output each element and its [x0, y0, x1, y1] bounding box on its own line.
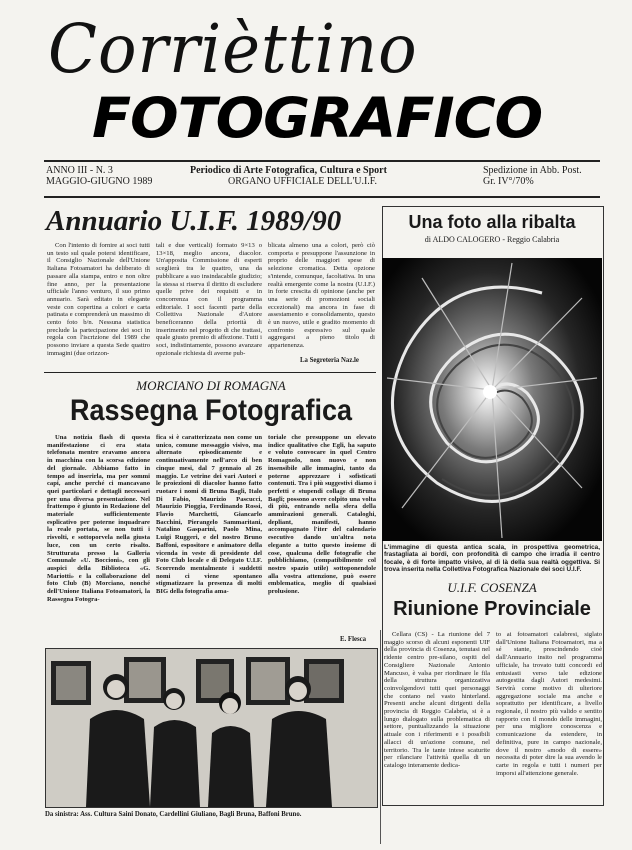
staircase-spiral: [382, 258, 602, 541]
staircase-photo: [382, 258, 602, 541]
issue-number: ANNO III - N. 3: [46, 165, 113, 176]
annuario-col-1: Con l'intento di fornire ai soci tutti un testo sul quale potersi identificare, il Consiglio Nazionale dell'Unione Italiana Fotoamatori ha deliberato di passare alla stampa, entro e non oltre fine anno, per la presentazione ufficiale l'anno venturo, il suo primo annuario. Sarà editato in elegante veste con copertina a colori e carta patinata e comprenderà un massimo di cento foto b/n. Nessuna statistica preclude la partecipazione dei soci in regola con l'iscrizione del 1989 che possono inviare a questa Sede quattro immagini (due orizzon-: [47, 242, 150, 357]
rassegna-rule: [44, 372, 376, 373]
group-photo-scene: [46, 649, 377, 807]
annuario-col-2: tali e due verticali) formato 9×13 o 13×18, meglio ancora, diacolor. Un'apposita Commissione di esperti sceglierà tra le quattro, una da pubblicare a suo insindacabile giudizio; la stessa si riserva il diritto di escludere quelle prive dei requisiti e in concorrenza con il programma editoriale. I soci facenti parte della Collettiva Nazionale d'Autore beneficeranno della priorità di inserimento nel progetto di che trattasi, quale giusto premio di affezione. Tutti i soci, indistintamente, possono avanzare opzionale richiesta di averne pub-: [156, 242, 262, 357]
cosenza-kicker: U.I.F. COSENZA: [447, 580, 537, 595]
annuario-signature: La Segreteria Naz.le: [300, 357, 359, 364]
staircase-caption: L'immagine di questa antica scala, in prospettiva geometrica, frastagliata ai bordi, con profondità di campo che irradia il centro focale, è di forte impatto visivo, al di là della sua realtà oggettiva. Si trova inserita nella Collettiva Fotografica Nazionale dei soci U.I.F.: [384, 544, 600, 574]
rassegna-headline: Rassegna Fotografica: [69, 393, 353, 427]
rassegna-col-2: fica si è caratterizzata non come un unico, comune messaggio visivo, ma alternato episodicamente e continuativamente nell'arco di ben cinque mesi, dal 7 gennaio al 26 maggio. Le vetrine dei vari Autori e le proiezioni di diacolor hanno fatto ruotare i nomi di Bruna Bagli, Italo Di Fabio, Maurizio Pascucci, Maurizio Pioggia, Ferdinando Rossi, Flavio Marchetti, Giancarlo Bacchini, Pierangelo Sammaritani, Natalino Gasparini, Paolo Mina, Luigi Ruggeri, e del nostro Bruno Baffoni, espositore e animatore della vicenda in veste di presidente del Foto Club locale e di Delegato U.I.F. Scorrendo mentalmente i suddetti nomi ci viene spontaneo stigmatizzare la presenza di molti BIG della fotografia ama-: [156, 434, 262, 596]
cosenza-col-1: Cellara (CS) - La riunione del 7 maggio scorso di alcuni esponenti UIF della provincia di Cosenza, tenutasi nel ridente centro pre-silano, ospiti del Consigliere Nazionale Antonio Mancuso, è valsa per riordinare le fila della struttura organizzativa coinvolgendovi tutti quei personaggi che contano nel vasto hinterland. Presenti anche alcuni dirigenti della provincia di Reggio Calabria, si è a lungo dialogato sulla problematica di settore, puntualizzando la situazione attuale con i riferimenti e i possibili allacci di un'azione comune, nel territorio. Tra le tante intese scaturite per rilanciare l'attività quella di un catalogo interamente dedica-: [384, 631, 490, 769]
annuario-headline: Annuario U.I.F. 1989/90: [46, 205, 342, 237]
rassegna-signature: E. Flesca: [340, 636, 367, 643]
postal-info: Spedizione in Abb. Post.: [483, 165, 582, 176]
official-organ: ORGANO UFFICIALE DELL'U.I.F.: [228, 176, 378, 187]
rassegna-col-3: toriale che presuppone un elevato indice qualitativo che Egli, ha saputo e voluto convocare in quel Centro Romagnolo, non nuovo e non insensibile alle immagini, tanto da poterne apprezzare i sofisticati contenuti. Tra i più suggestivi diamo i perfetti e stupendi collage di Bruna Bagli; possono avere colpito una volta di più, entrando nella sfera della ammirazioni generali. Cataloghi, depliant, manifesti, hanno accompagnato l'iter del calendario esecutivo dando un'altra nota elegante a tutto questo insieme di cose, qualcuna delle fotografie che pubblichiamo, (compatibilmente col nostro spazio utile) sottoponendole alla vostra attenzione, può essere emblematica, meglio di qualsiasi prolusione.: [268, 434, 376, 596]
rassegna-kicker: MORCIANO DI ROMAGNA: [136, 378, 286, 393]
ribalta-byline: di ALDO CALOGERO - Reggio Calabria: [424, 235, 560, 244]
annuario-col-3: blicata almeno una a colori, però ciò comporta e presuppone l'assunzione in proprio delle maggiori spese di selezione cromatica. Detta opzione s'intende, comunque, facoltativa. In una realtà emergente come la nostra (U.I.F.) in forte crescita di opinione (anche per una serie di promozioni sociali eccezionali) ma ancora in fase di assestamento e consolidamento, questo è un nuovo, utile e gradito momento di confronto espressivo sul quale aggregarsi a pieno titolo di appartenenza.: [268, 242, 375, 350]
cosenza-divider: [380, 630, 381, 844]
header-rule-bottom: [44, 196, 600, 198]
masthead-script-title: Corrièttino: [48, 11, 418, 89]
rassegna-col-1: Una notizia flash di questa manifestazione ci era stata telefonata mentre eravamo ancora in macchina con la scorsa edizione del giornale. Abbiamo fatto in tempo ad inserirla, ma per sommi capi, anche perché ci mancavano quei particolari e dettagli necessari per una diversa presentazione. Nel frattempo è giunto in Redazione del materiale sufficientemente esplicativo per poterne inquadrare la reale portata, se non tutti i risvolti, e sottoporvela nella giusta luce, con un certo risalto. Strutturata presso la Galleria Comunale «U. Boccioni», con gli auspici della Biblioteca «G. Mariotti» e la collaborazione del foto Club (B) Morciano, nonché dell'Unione Italiana Fotoamatori, la Rassegna Fotogra-: [47, 434, 150, 603]
header-rule-top: [44, 160, 600, 162]
issue-date: MAGGIO-GIUGNO 1989: [46, 176, 153, 187]
group-photo-caption: Da sinistra: Ass. Cultura Saini Donato, Cardellini Giuliano, Bagli Bruna, Baffoni Bruno.: [45, 811, 302, 818]
cosenza-headline: Riunione Provinciale: [393, 598, 591, 620]
postal-group: Gr. IV°/70%: [483, 176, 534, 187]
ribalta-headline: Una foto alla ribalta: [408, 212, 576, 232]
masthead-block-title: FOTOGRAFICO: [92, 86, 543, 150]
cosenza-col-2: to ai fotoamatori calabresi, siglato dall'Unione Italiana Fotoamatori, ma a sé stante, prescindendo cioè dall'Annuario insito nel programma ufficiale, ha trovato tutti concordi ed entusiasti verso tale edizione autogestita dagli Autori medesimi. Servirà come motivo di ulteriore aggregazione sociale ma anche e soprattutto per identificare, a livello regionale, il nostro più valido e sentito rapporto con il mondo delle immagini, per una migliore conoscenza e comunicazione da estendere, in definitiva, pure in campo nazionale, dove il nostro «modo di essere» necessita di poter dire la sua avendo le carte in regola e tutti i numeri per imporsi all'attenzione generale.: [496, 631, 602, 777]
periodical-subtitle: Periodico di Arte Fotografica, Cultura e Sport: [190, 165, 387, 176]
group-photo: [45, 648, 378, 808]
